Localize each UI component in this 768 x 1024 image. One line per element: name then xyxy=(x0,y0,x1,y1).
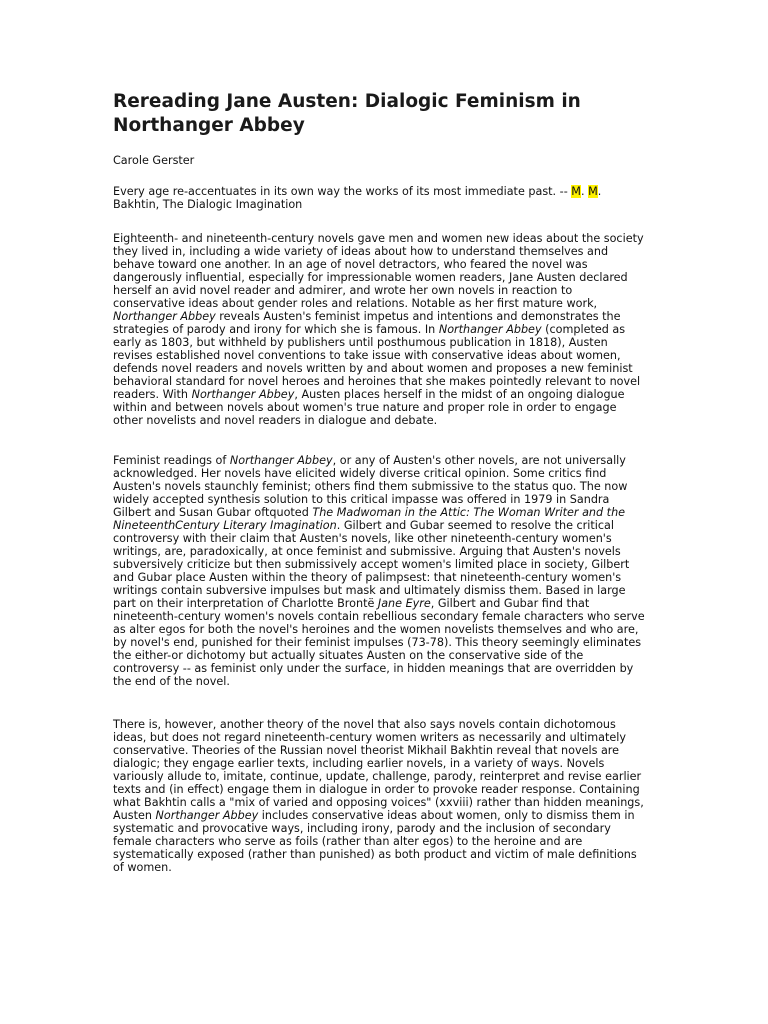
paragraph-line xyxy=(113,636,653,649)
paragraph-line xyxy=(113,349,653,362)
text-segment: by novel's end, punished for their feminist impulses (73-78). This theory seemingly eliminates xyxy=(113,636,642,649)
paragraph-line xyxy=(113,861,653,874)
text-segment: controversy with their claim that Austen's novels, like other nineteenth-century women's xyxy=(113,532,612,545)
paragraph-line xyxy=(113,362,653,375)
paragraph-line xyxy=(113,675,653,688)
text-segment: conservative. Theories of the Russian novel theorist Mikhail Bakhtin reveal that novels are xyxy=(113,744,620,757)
text-segment: behavioral standard for novel heroes and heroines that she makes pointedly relevant to novel xyxy=(113,375,641,388)
search-highlight: M xyxy=(588,185,598,198)
author-name: Carole Gerster xyxy=(113,154,195,167)
text-segment: controversy -- as feminist only under the surface, in hidden meanings that are overridden by xyxy=(113,662,634,675)
document-title: Rereading Jane Austen: Dialogic Feminism in Northanger Abbey xyxy=(113,91,581,136)
text-segment: other novelists and novel readers in dialogue and debate. xyxy=(113,414,438,427)
paragraph-line xyxy=(113,532,653,545)
epigraph-separator: . xyxy=(580,185,589,198)
text-segment: . Gilbert and Gubar seemed to resolve the critical xyxy=(336,519,614,532)
paragraph-line xyxy=(113,401,653,414)
text-segment: what Bakhtin calls a "mix of varied and opposing voices" (xxviii) rather than hidden meanings, xyxy=(113,796,644,809)
search-highlight: M xyxy=(571,185,581,198)
body-paragraph xyxy=(113,718,653,874)
text-segment: Feminist readings of xyxy=(113,454,230,467)
paragraph-line xyxy=(113,545,653,558)
text-segment: includes conservative ideas about women, only to dismiss them in xyxy=(258,809,635,822)
italic-title: Jane Eyre xyxy=(377,597,431,610)
paragraph-line xyxy=(113,480,653,493)
text-segment: within and between novels about women's true nature and proper role in order to engage xyxy=(113,401,617,414)
paragraph-line xyxy=(113,796,653,809)
paragraph-line xyxy=(113,571,653,584)
text-segment: reveals Austen's feminist impetus and intentions and demonstrates the xyxy=(215,310,621,323)
paragraph-line xyxy=(113,519,653,532)
text-segment: subversively criticize but then submissively accept women's limited place in society, Gilbert xyxy=(113,558,630,571)
paragraph-line xyxy=(113,848,653,861)
paragraph-line xyxy=(113,310,653,323)
italic-title: Northanger Abbey xyxy=(113,310,216,323)
epigraph-line xyxy=(113,185,653,198)
text-segment: systematically exposed (rather than punished) as both product and victim of male definitions xyxy=(113,848,637,861)
paragraph-line xyxy=(113,731,653,744)
paragraph-line xyxy=(113,835,653,848)
text-segment: dialogic; they engage earlier texts, including earlier novels, in a variety of ways. Novels xyxy=(113,757,605,770)
text-segment: they lived in, including a wide variety of ideas about how to understand themselves and xyxy=(113,245,609,258)
text-segment: herself an avid novel reader and admirer, and wrote her own novels in reaction to xyxy=(113,284,573,297)
text-segment: acknowledged. Her novels have elicited widely diverse critical opinion. Some critics find xyxy=(113,467,607,480)
text-segment: readers. With xyxy=(113,388,192,401)
paragraph-line xyxy=(113,297,653,310)
text-segment: systematic and provocative ways, including irony, parody and the inclusion of secondary xyxy=(113,822,611,835)
text-segment: There is, however, another theory of the novel that also says novels contain dichotomous xyxy=(113,718,616,731)
paragraph-line xyxy=(113,454,653,467)
paragraph-line xyxy=(113,258,653,271)
text-segment: the either-or dichotomy but actually situates Austen on the conservative side of the xyxy=(113,649,584,662)
italic-title: Northanger Abbey xyxy=(155,809,259,822)
text-segment: nineteenth-century women's novels contain rebellious secondary female characters who serve xyxy=(113,610,645,623)
paragraph-line xyxy=(113,770,653,783)
text-segment: part on their interpretation of Charlotte Brontë xyxy=(113,597,378,610)
paragraph-line xyxy=(113,822,653,835)
italic-title: Northanger Abbey xyxy=(229,454,333,467)
text-segment: behave toward one another. In an age of novel detractors, who feared the novel was xyxy=(113,258,588,271)
italic-title: Northanger Abbey xyxy=(191,388,295,401)
text-segment: and Gubar place Austen within the theory of palimpsest: that nineteenth-century women's xyxy=(113,571,622,584)
text-segment: , or any of Austen's other novels, are not universally xyxy=(332,454,626,467)
paragraph-line xyxy=(113,493,653,506)
paragraph-line xyxy=(113,323,653,336)
epigraph xyxy=(113,185,653,211)
text-segment: (completed as xyxy=(541,323,626,336)
paragraph-line xyxy=(113,718,653,731)
paragraph-line xyxy=(113,245,653,258)
paragraph-line xyxy=(113,597,653,610)
paragraph-line xyxy=(113,649,653,662)
paragraph-line xyxy=(113,623,653,636)
epigraph-attribution: Bakhtin, The Dialogic Imagination xyxy=(113,198,303,211)
text-segment: texts and (in effect) engage them in dialogue in order to provoke reader response. Containing xyxy=(113,783,640,796)
italic-title: The Madwoman in the Attic: The Woman Writer and the xyxy=(312,506,626,519)
paragraph-line xyxy=(113,506,653,519)
text-segment: Eighteenth- and nineteenth-century novels gave men and women new ideas about the society xyxy=(113,232,644,245)
text-segment: ideas, but does not regard nineteenth-century women writers as necessarily and ultimately xyxy=(113,731,627,744)
text-segment: revises established novel conventions to take issue with conservative ideas about women, xyxy=(113,349,621,362)
paragraph-line xyxy=(113,336,653,349)
text-segment: as alter egos for both the novel's heroines and the women novelists themselves and who are, xyxy=(113,623,639,636)
paragraph-line xyxy=(113,558,653,571)
paragraph-line xyxy=(113,271,653,284)
text-segment: widely accepted synthesis solution to this critical impasse was offered in 1979 in Sandra xyxy=(113,493,610,506)
paragraph-line xyxy=(113,757,653,770)
text-segment: writings contain subversive impulses but mask and ultimately dismiss them. Based in large xyxy=(113,584,626,597)
paragraph-line xyxy=(113,809,653,822)
text-segment: conservative ideas about gender roles and relations. Notable as her first mature work, xyxy=(113,297,598,310)
paragraph-line xyxy=(113,662,653,675)
text-segment: Austen's novels staunchly feminist; others find them submissive to the status quo. The now xyxy=(113,480,628,493)
paragraph-line xyxy=(113,744,653,757)
paragraph-line xyxy=(113,584,653,597)
paragraph-line xyxy=(113,284,653,297)
text-segment: female characters who serve as foils (rather than alter egos) to the heroine and are xyxy=(113,835,583,848)
text-segment: of women. xyxy=(113,861,172,874)
text-segment: Austen xyxy=(113,809,156,822)
body-paragraph xyxy=(113,454,653,688)
paragraph-line xyxy=(113,414,653,427)
text-segment: , Gilbert and Gubar find that xyxy=(430,597,590,610)
body-paragraph xyxy=(113,232,653,427)
text-segment: Gilbert and Susan Gubar oftquoted xyxy=(113,506,313,519)
italic-title: Northanger Abbey xyxy=(438,323,542,336)
epigraph-text: Every age re-accentuates in its own way the works of its most immediate past. -- xyxy=(113,185,572,198)
text-segment: the end of the novel. xyxy=(113,675,230,688)
italic-title: NineteenthCentury Literary Imagination xyxy=(113,519,337,532)
text-segment: strategies of parody and irony for which she is famous. In xyxy=(113,323,439,336)
paragraph-line xyxy=(113,232,653,245)
text-segment: , Austen places herself in the midst of an ongoing dialogue xyxy=(294,388,625,401)
text-segment: variously allude to, imitate, continue, update, challenge, parody, reinterpret and revise earlier xyxy=(113,770,642,783)
epigraph-line-end: . xyxy=(597,185,602,198)
text-segment: defends novel readers and novels written by and about women and proposes a new feminist xyxy=(113,362,633,375)
paragraph-line xyxy=(113,375,653,388)
paragraph-line xyxy=(113,783,653,796)
paragraph-line xyxy=(113,467,653,480)
paragraph-line xyxy=(113,610,653,623)
text-segment: writings, are, paradoxically, at once feminist and submissive. Arguing that Austen's novels xyxy=(113,545,621,558)
text-segment: early as 1803, but withheld by publishers until posthumous publication in 1818), Austen xyxy=(113,336,608,349)
paragraph-line xyxy=(113,388,653,401)
text-segment: dangerously influential, especially for impressionable women readers, Jane Austen declared xyxy=(113,271,628,284)
